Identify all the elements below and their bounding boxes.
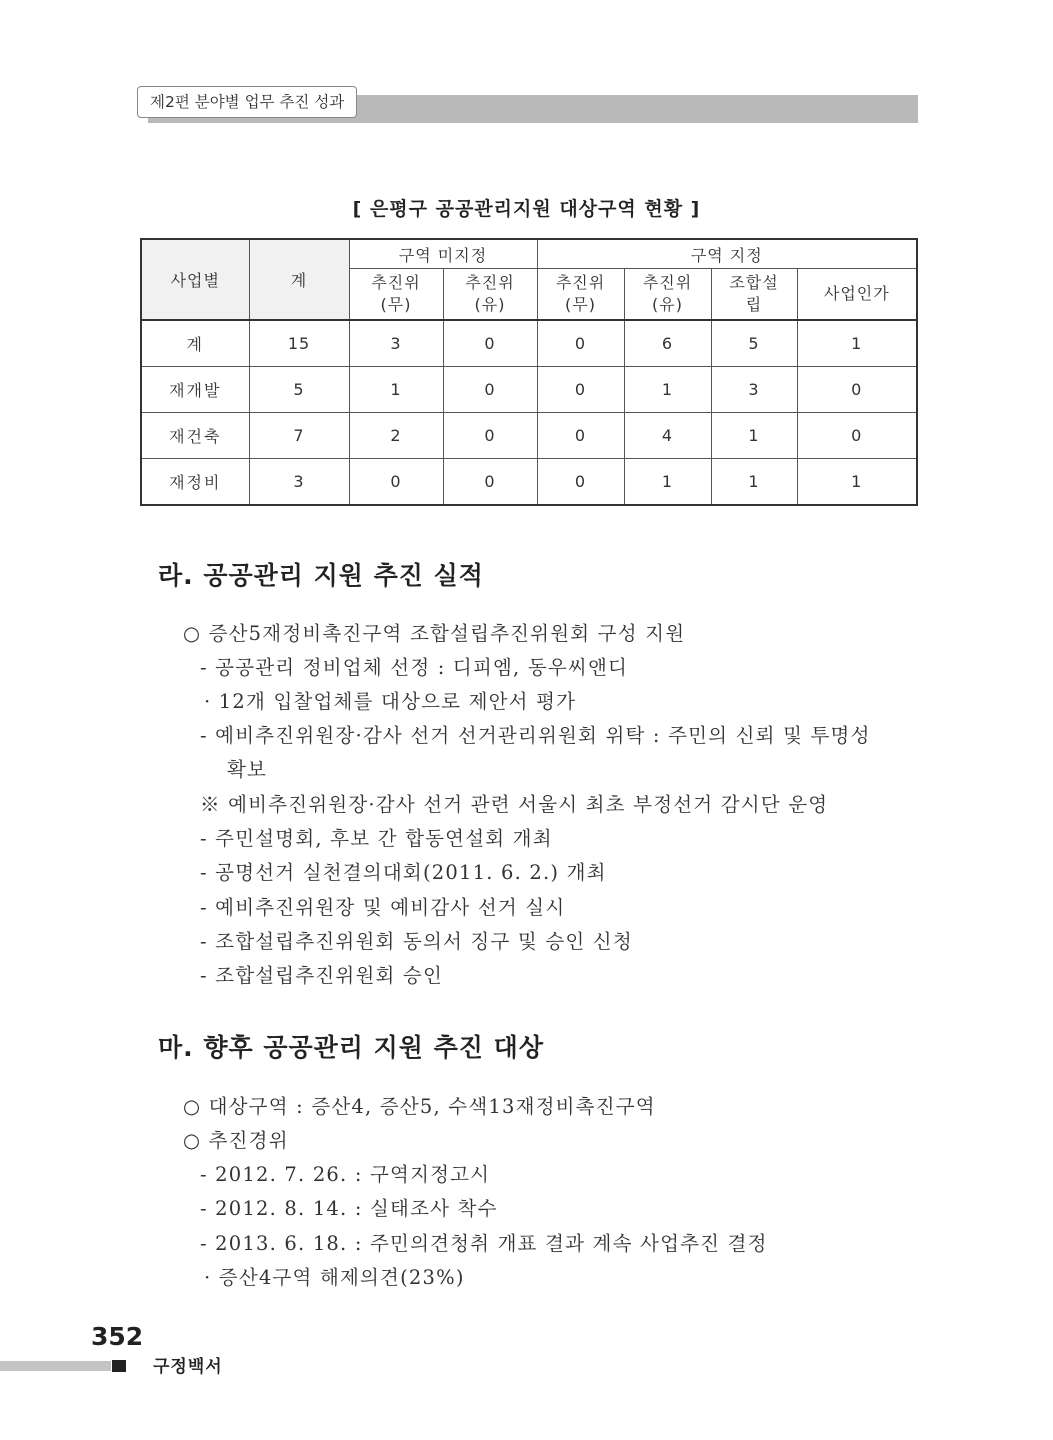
table-cell: 0 [797,413,917,459]
table-cell: 1 [624,459,711,506]
table-row [141,320,917,367]
text-line: · 12개 입찰업체를 대상으로 제안서 평가 [204,690,577,713]
table-cell: 1 [711,459,797,506]
table-cell: 1 [797,320,917,367]
text-line: - 조합설립추진위원회 승인 [200,964,443,987]
text-line: - 공명선거 실천결의대회(2011. 6. 2.) 개최 [200,861,607,884]
text-line: - 2012. 8. 14. : 실태조사 착수 [200,1197,498,1220]
header-undesignated: 구역 미지정 [349,239,537,269]
table-row [141,367,917,413]
table-cell: 3 [349,320,443,367]
row-label: 재정비 [141,459,249,506]
row-label: 재건축 [141,413,249,459]
table-cell: 0 [537,459,624,506]
table-cell: 0 [443,320,537,367]
text-line: - 조합설립추진위원회 동의서 징구 및 승인 신청 [200,930,633,953]
subheader-cell: 추진위 (무) [349,269,443,321]
table-cell: 2 [349,413,443,459]
table-header [141,239,917,320]
table-row [141,413,917,459]
table-cell: 6 [624,320,711,367]
book-title: 구정백서 [153,1357,223,1377]
table-cell: 5 [711,320,797,367]
header-designated: 구역 지정 [537,239,917,269]
table-row [141,459,917,506]
header-total: 계 [249,239,349,320]
text-line: ○ 추진경위 [183,1129,289,1152]
table-cell: 0 [797,367,917,413]
table-cell: 5 [249,367,349,413]
table-cell: 0 [537,320,624,367]
table-cell: 1 [624,367,711,413]
table-cell: 0 [443,367,537,413]
subheader-cell: 추진위 (무) [537,269,624,321]
text-line: - 2013. 6. 18. : 주민의견청취 개표 결과 계속 사업추진 결정 [200,1232,768,1255]
text-line: - 공공관리 정비업체 선정 : 디피엠, 동우씨앤디 [200,656,629,679]
table-cell: 7 [249,413,349,459]
text-line: - 예비추진위원장·감사 선거 선거관리위원회 위탁 : 주민의 신뢰 및 투명성 [200,724,871,747]
table-cell: 4 [624,413,711,459]
text-line: ○ 대상구역 : 증산4, 증산5, 수색13재정비촉진구역 [183,1095,656,1118]
table-cell: 0 [349,459,443,506]
table-body [141,320,917,505]
table-cell: 0 [537,367,624,413]
text-line: ○ 증산5재정비촉진구역 조합설립추진위원회 구성 지원 [183,622,686,645]
section-heading-ra: 라. 공공관리 지원 추진 실적 [158,561,484,590]
section-heading-ma: 마. 향후 공공관리 지원 추진 대상 [158,1033,544,1062]
footer-bar [0,1361,111,1371]
table-cell: 15 [249,320,349,367]
table-cell: 1 [797,459,917,506]
text-line: · 증산4구역 해제의견(23%) [204,1266,465,1289]
text-line: 확보 [227,758,268,781]
subheader-cell: 사업인가 [797,269,917,321]
header-business: 사업별 [141,239,249,320]
text-line: - 2012. 7. 26. : 구역지정고시 [200,1163,491,1186]
table-cell: 3 [711,367,797,413]
table-cell: 3 [249,459,349,506]
page-number: 352 [91,1322,144,1351]
row-label: 계 [141,320,249,367]
footer-square [112,1360,126,1372]
text-line: - 주민설명회, 후보 간 합동연설회 개최 [200,827,553,850]
table-cell: 1 [349,367,443,413]
text-line: ※ 예비추진위원장·감사 선거 관련 서울시 최초 부정선거 감시단 운영 [200,793,829,816]
subheader-cell: 추진위 (유) [443,269,537,321]
subheader-cell: 조합설 립 [711,269,797,321]
subheader-cell: 추진위 (유) [624,269,711,321]
row-label: 재개발 [141,367,249,413]
table-cell: 0 [443,413,537,459]
table-cell: 0 [443,459,537,506]
status-table [140,238,918,506]
chapter-tab: 제2편 분야별 업무 추진 성과 [137,86,357,118]
table-caption: [ 은평구 공공관리지원 대상구역 현황 ] [352,198,701,220]
text-line: - 예비추진위원장 및 예비감사 선거 실시 [200,896,566,919]
table-cell: 0 [537,413,624,459]
table-cell: 1 [711,413,797,459]
